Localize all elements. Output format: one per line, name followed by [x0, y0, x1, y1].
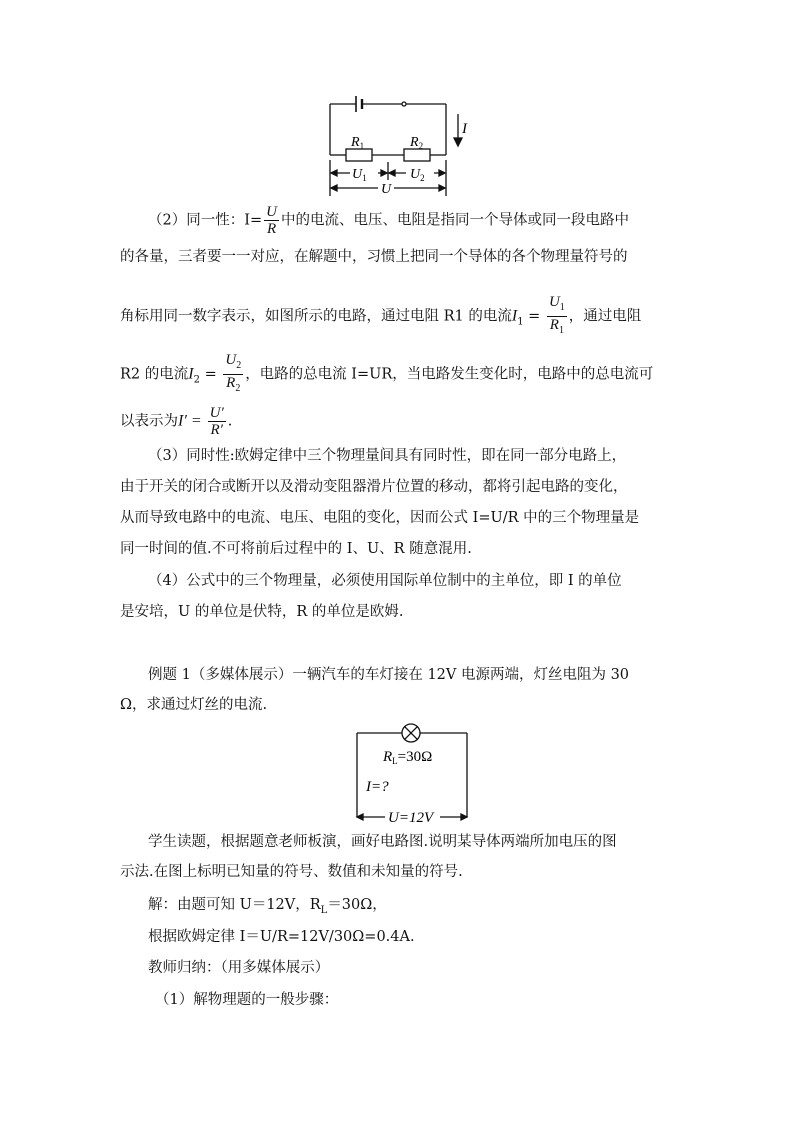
ohm-fraction: $\frac{U}{R}$	[266, 204, 277, 237]
svg-text:RL=30Ω: $R_L=30\Omega$	[383, 749, 433, 766]
para2-line1: （2）同一性：I= $\frac{U}{R}$ 中的电流、电压、电阻是指同一个导体或同一段电路中	[148, 204, 629, 237]
student-line1: 学生读题，根据题意老师板演，画好电路图.说明某导体两端所加电压的图	[148, 834, 617, 850]
para2-line5: 以表示为I′ = $\frac{U'}{R'}$ .	[120, 405, 233, 438]
example1-line2: Ω，求通过灯丝的电流.	[120, 697, 268, 713]
svg-text:U2: $U_2$	[410, 167, 425, 183]
svg-text:U1: $U_1$	[352, 167, 367, 183]
u1-label: U	[352, 167, 363, 182]
r1-label: R	[351, 135, 360, 150]
para3-line3: 从而导致电路中的电流、电压、电阻的变化，因而公式 I=U/R 中的三个物理量是	[120, 510, 640, 526]
rl-label: R	[383, 749, 393, 765]
current-label: I	[462, 121, 467, 137]
ohm-law-line: 根据欧姆定律 I＝U/R=12V/30Ω=0.4A.	[148, 929, 415, 945]
unknown-current-label: I=?	[366, 779, 389, 795]
para3-line1: （3）同时性:欧姆定律中三个物理量间具有同时性，即在同一部分电路上，	[148, 448, 627, 464]
svg-text:R2: $R_2$	[410, 135, 424, 151]
para2-line4: R2 的电流$I_2$ = $\frac{U_2}{R_2}$ ，电路的总电流 I=UR，当电路发生变化时，电路中的总电流可	[120, 352, 654, 394]
voltage-label: U=12V	[388, 810, 434, 826]
u-total-label: U	[381, 182, 392, 197]
teacher-summary: 教师归纳：（用多媒体展示）	[148, 960, 330, 976]
svg-text:R1: $R_1$	[351, 135, 365, 151]
step1-heading: （1）解物理题的一般步骤：	[155, 992, 339, 1008]
para3-line4: 同一时间的值.不可将前后过程中的 I、U、R 随意混用.	[120, 541, 472, 557]
example1-line1: 例题 1（多媒体展示）一辆汽车的车灯接在 12V 电源两端，灯丝电阻为 30	[148, 667, 630, 683]
student-line2: 示法.在图上标明已知量的符号、数值和未知量的符号.	[120, 864, 463, 880]
para2-line2: 的各量，三者要一一对应，在解题中，习惯上把同一个导体的各个物理量符号的	[120, 249, 628, 265]
para4-line1: （4）公式中的三个物理量，必须使用国际单位制中的主单位，即 I 的单位	[148, 573, 622, 589]
r2-label: R	[410, 135, 419, 150]
para3-line2: 由于开关的闭合或断开以及滑动变阻器滑片位置的移动，都将引起电路的变化，	[120, 479, 628, 495]
para2-line3: 角标用同一数字表示，如图所示的电路，通过电阻 R1 的电流$I_1$ = $\frac{U_1}{R_1}$ ，通过电阻	[120, 294, 642, 336]
u2-label: U	[410, 167, 421, 182]
para4-line2: 是安培，U 的单位是伏特，R 的单位是欧姆.	[120, 604, 404, 620]
series-circuit-diagram	[0, 0, 794, 210]
solution-line: 解：由题可知 U＝12V，$R_L=30\Omega$，	[148, 897, 387, 916]
